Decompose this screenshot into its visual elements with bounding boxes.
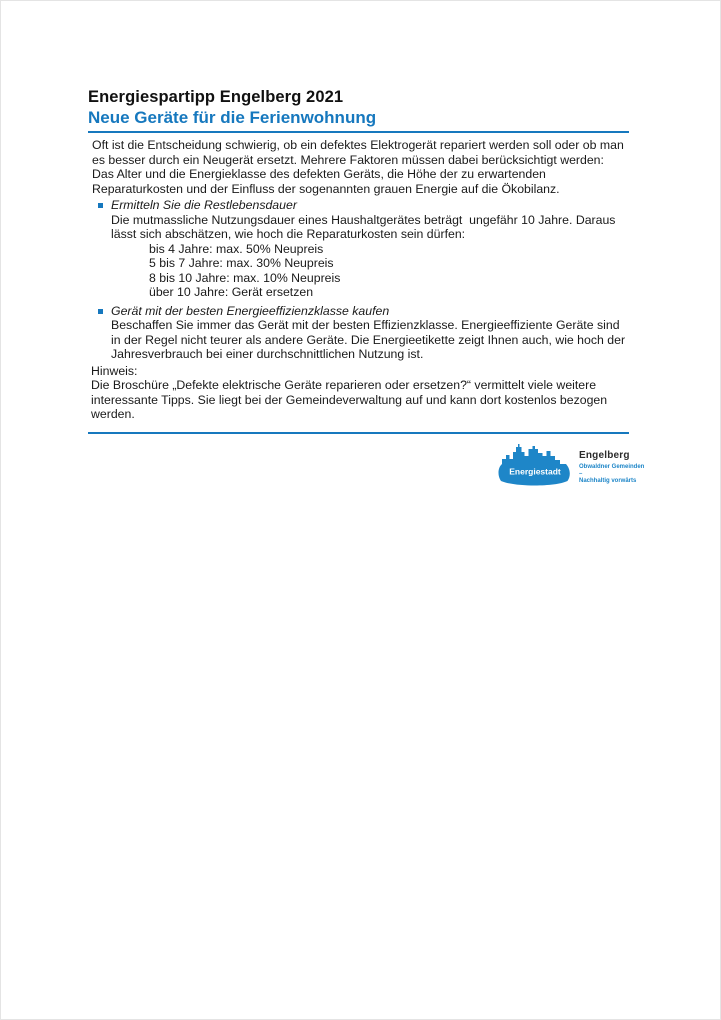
bullet-content: [111, 198, 629, 300]
logo-municipality: Engelberg: [579, 449, 630, 461]
bullet-body: Die mutmassliche Nutzungsdauer eines Haushaltgerätes beträgt ungefähr 10 Jahre. Daraus lässt sich abschätzen, wie hoch die Reparaturkosten sein dürfen:: [111, 212, 619, 241]
intro-paragraph: Oft ist die Entscheidung schwierig, ob ein defektes Elektrogerät repariert werden soll oder ob man es besser durch ein Neugerät ersetzt. Mehrere Faktoren müssen dabei berücksichtigt werden: Das Alter und die Energieklasse des defekten Geräts, die Höhe der zu erwartenden Reparaturkosten und der Einfluss der sogenannten grauen Energie auf die Ökobilanz.: [92, 138, 628, 196]
bullet-item-restlebensdauer: [88, 198, 629, 300]
bullet-square-icon: [98, 309, 103, 314]
note-text: Die Broschüre „Defekte elektrische Geräte reparieren oder ersetzen?“ vermittelt viele weitere interessante Tipps. Sie liegt bei der Gemeindeverwaltung auf und kann dort kostenlos bezogen werden.: [91, 378, 611, 421]
bullet-body: Beschaffen Sie immer das Gerät mit der besten Effizienzklasse. Energieeffiziente Geräte sind in der Regel nicht teurer als andere Geräte. Die Energieetikette zeigt Ihnen auch, wie hoch der Jahresverbrauch bei einer durchschnittlichen Nutzung ist.: [111, 318, 629, 361]
page-title: Energiespartipp Engelberg 2021: [88, 88, 344, 106]
repair-cost-list: [149, 242, 629, 300]
list-item: bis 4 Jahre: max. 50% Neupreis: [149, 241, 324, 256]
bullet-heading: Gerät mit der besten Energieeffizienzklasse kaufen: [111, 303, 390, 318]
logo-tagline: [579, 464, 646, 485]
logo-mark-label: Energiestadt: [509, 466, 561, 476]
note-section: [88, 364, 629, 422]
page-subtitle: Neue Geräte für die Ferienwohnung: [88, 108, 377, 127]
logo-tagline-line1: Obwaldner Gemeinden –: [579, 463, 645, 477]
logo-tagline-line2: Nachhaltig vorwärts: [579, 477, 637, 484]
logo-text-block: [579, 441, 646, 485]
top-divider: [88, 131, 629, 133]
energiestadt-logo: [496, 441, 646, 491]
note-label: Hinweis:: [91, 363, 138, 378]
list-item: über 10 Jahre: Gerät ersetzen: [149, 285, 314, 299]
list-item: 8 bis 10 Jahre: max. 10% Neupreis: [149, 270, 341, 285]
list-item: 5 bis 7 Jahre: max. 30% Neupreis: [149, 256, 334, 270]
energiestadt-skyline-icon: [496, 441, 574, 491]
document-content: [88, 87, 645, 491]
bullet-heading: Ermitteln Sie die Restlebensdauer: [111, 198, 297, 212]
bullet-content: [111, 304, 629, 362]
bullet-square-icon: [98, 203, 103, 208]
bullet-item-energieeffizienz: [88, 304, 629, 362]
bottom-divider: [88, 432, 629, 434]
